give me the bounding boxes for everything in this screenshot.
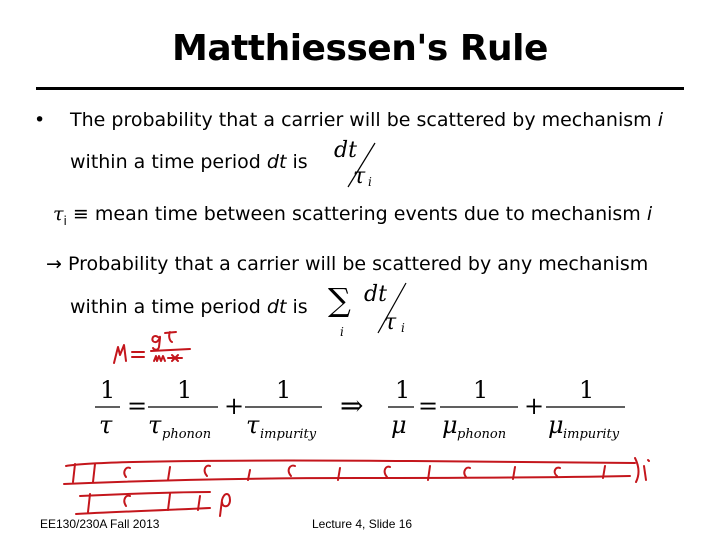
svg-text:τ: τ [384, 310, 397, 335]
svg-text:i: i [340, 325, 344, 339]
bullet1-marker: • [34, 109, 46, 131]
bullet2-line2: within a time period dt is [70, 296, 308, 318]
title-divider [36, 87, 684, 90]
svg-text:=: = [418, 392, 439, 420]
bullet1-line1: The probability that a carrier will be scattered by mechanism i [70, 109, 663, 131]
svg-text:1: 1 [473, 376, 489, 404]
svg-text:=: = [127, 392, 148, 420]
svg-text:impurity: impurity [260, 427, 317, 442]
matthiessen-equation [90, 370, 650, 450]
svg-text:μ: μ [442, 411, 458, 439]
svg-text:dt: dt [334, 138, 357, 163]
arrow-right-icon: → [46, 253, 62, 275]
svg-text:i: i [368, 175, 372, 189]
svg-text:μ: μ [548, 411, 564, 439]
svg-text:dt: dt [364, 282, 387, 307]
svg-text:τ: τ [353, 164, 366, 189]
svg-text:1: 1 [276, 376, 292, 404]
svg-text:τ: τ [99, 411, 113, 439]
svg-text:phonon: phonon [162, 427, 212, 442]
bullet1-line2: within a time period dt is [70, 151, 308, 173]
footer-slide-number: Lecture 4, Slide 16 [312, 517, 413, 531]
svg-text:+: + [524, 392, 545, 420]
bullet2-line1: → Probability that a carrier will be scattered by any mechanism [46, 253, 649, 275]
svg-text:i: i [401, 321, 405, 335]
svg-text:+: + [224, 392, 245, 420]
svg-text:μ: μ [391, 411, 407, 439]
svg-text:τ: τ [246, 411, 260, 439]
footer-course: EE130/230A Fall 2013 [40, 517, 160, 531]
svg-text:1: 1 [579, 376, 595, 404]
tau-definition: $\tau_i$ ≡ mean time between scattering events due to mechanism i [53, 203, 653, 228]
sum-dt-over-tau [322, 275, 422, 340]
svg-text:1: 1 [100, 376, 116, 404]
svg-text:τ: τ [148, 411, 162, 439]
svg-text:⇒: ⇒ [340, 389, 364, 422]
svg-text:1: 1 [177, 376, 193, 404]
svg-text:phonon: phonon [457, 427, 507, 442]
svg-text:impurity: impurity [563, 427, 620, 442]
svg-text:1: 1 [395, 376, 411, 404]
handwritten-mobility-note [110, 325, 195, 377]
dt-over-tau-fraction [320, 135, 380, 190]
slide-title: Matthiessen's Rule [172, 28, 548, 69]
handwritten-conclusion [60, 452, 700, 524]
svg-text:∑: ∑ [328, 281, 351, 319]
